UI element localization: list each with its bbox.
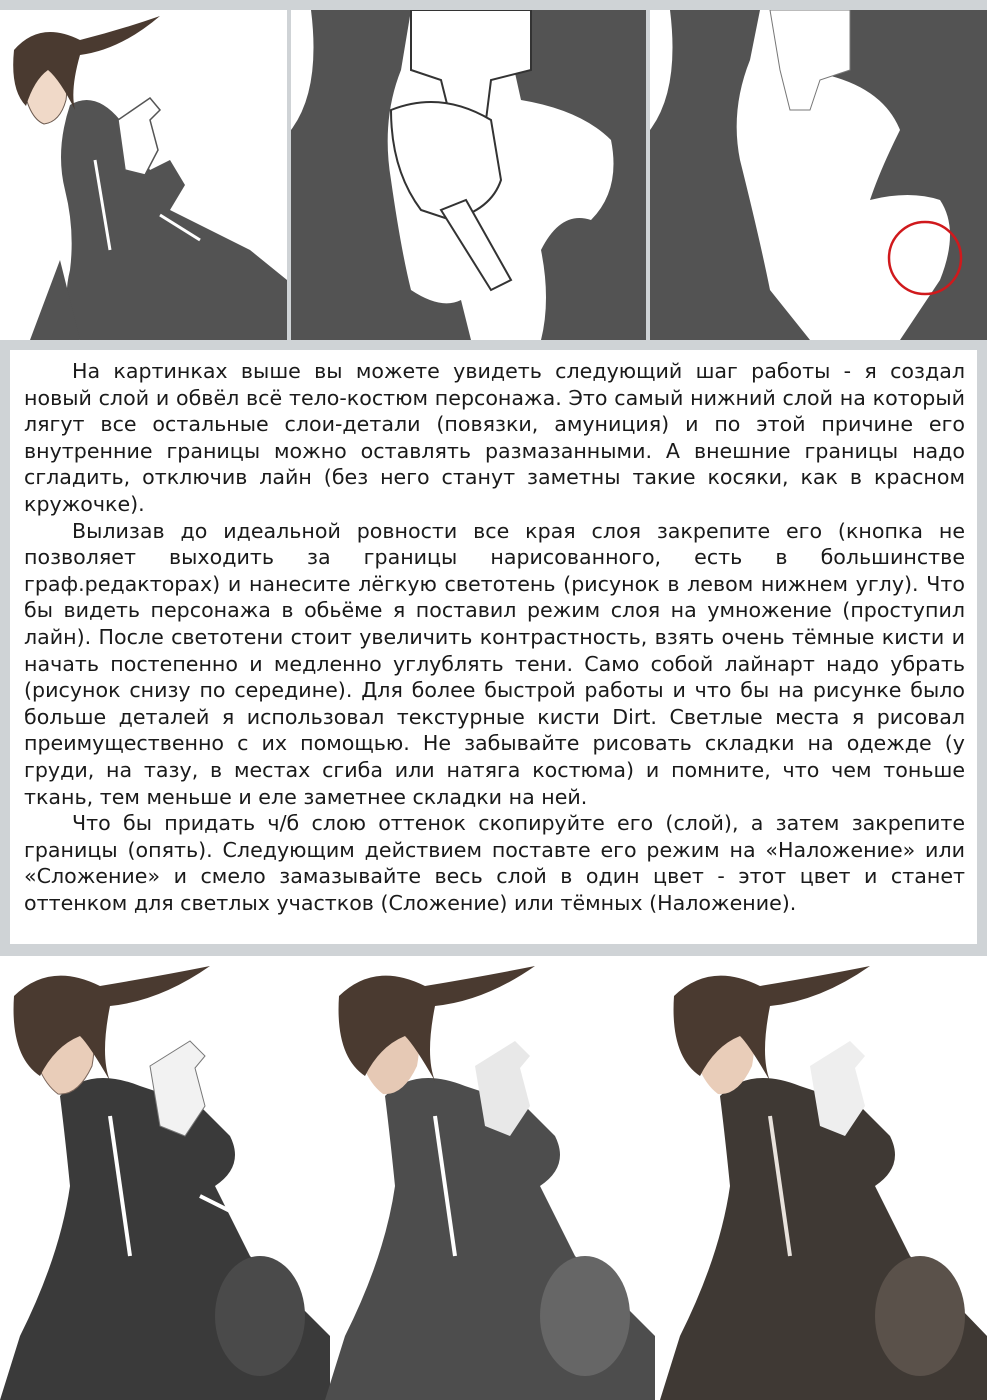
figure-deep-shading-illustration [325, 956, 655, 1400]
closeup-fill-illustration [650, 10, 987, 340]
panel-closeup-lineart [291, 10, 646, 340]
panel-figure-flat-fill [0, 10, 287, 340]
bottom-figures-row [0, 956, 987, 1400]
paragraph-1: На картинках выше вы можете увидеть следующий шаг работы - я создал новый слой и обвёл всё тело-костюм персонажа. Это самый нижний слой на который лягут все остальные слои-детали (повязки, амуниция) и по этой причине его внутренние границы можно оставлять размазанными. А внешние границы надо сгладить, отключив лайн (без него станут заметны такие косяки, как в красном кружочке). [24, 359, 965, 516]
tutorial-text [10, 350, 977, 944]
paragraph-2: Вылизав до идеальной ровности все края слоя закрепите его (кнопка не позволяет выходить за границы нарисованного, есть в большинстве граф.редакторах) и нанесите лёгкую светотень (рисунок в левом нижнем углу). Что бы видеть персонажа в обьёме я поставил режим слоя на умножение (проступил лайн). После светотени стоит увеличить контрастность, взять очень тёмные кисти и начать постепенно и медленно углублять тени. Само собой лайнарт надо убрать (рисунок снизу по середине). Для более быстрой работы и что бы на рисунке было больше деталей я использовал текстурные кисти Dirt. Светлые места я рисовал преимущественно с их помощью. Не забывайте рисовать складки на одежде (у груди, на тазу, в местах сгиба или натяга костюма) и помните, что чем тоньше ткань, тем меньше и еле заметнее складки на ней. [24, 518, 965, 809]
figure-tinted-illustration [660, 956, 987, 1400]
figure-light-shading-illustration [0, 956, 330, 1400]
figure-flat-fill-illustration [0, 10, 287, 340]
paragraph-3: Что бы придать ч/б слою оттенок скопируйте его (слой), а затем закрепите границы (опять). Следующим действием поставте его режим на «Наложение» или «Сложение» и смело замазывайте весь слой в один цвет - этот цвет и станет оттенком для светлых участков (Сложение) или тёмных (Наложение). [24, 811, 965, 915]
closeup-lineart-illustration [291, 10, 646, 340]
panel-closeup-fill-circled [650, 10, 987, 340]
